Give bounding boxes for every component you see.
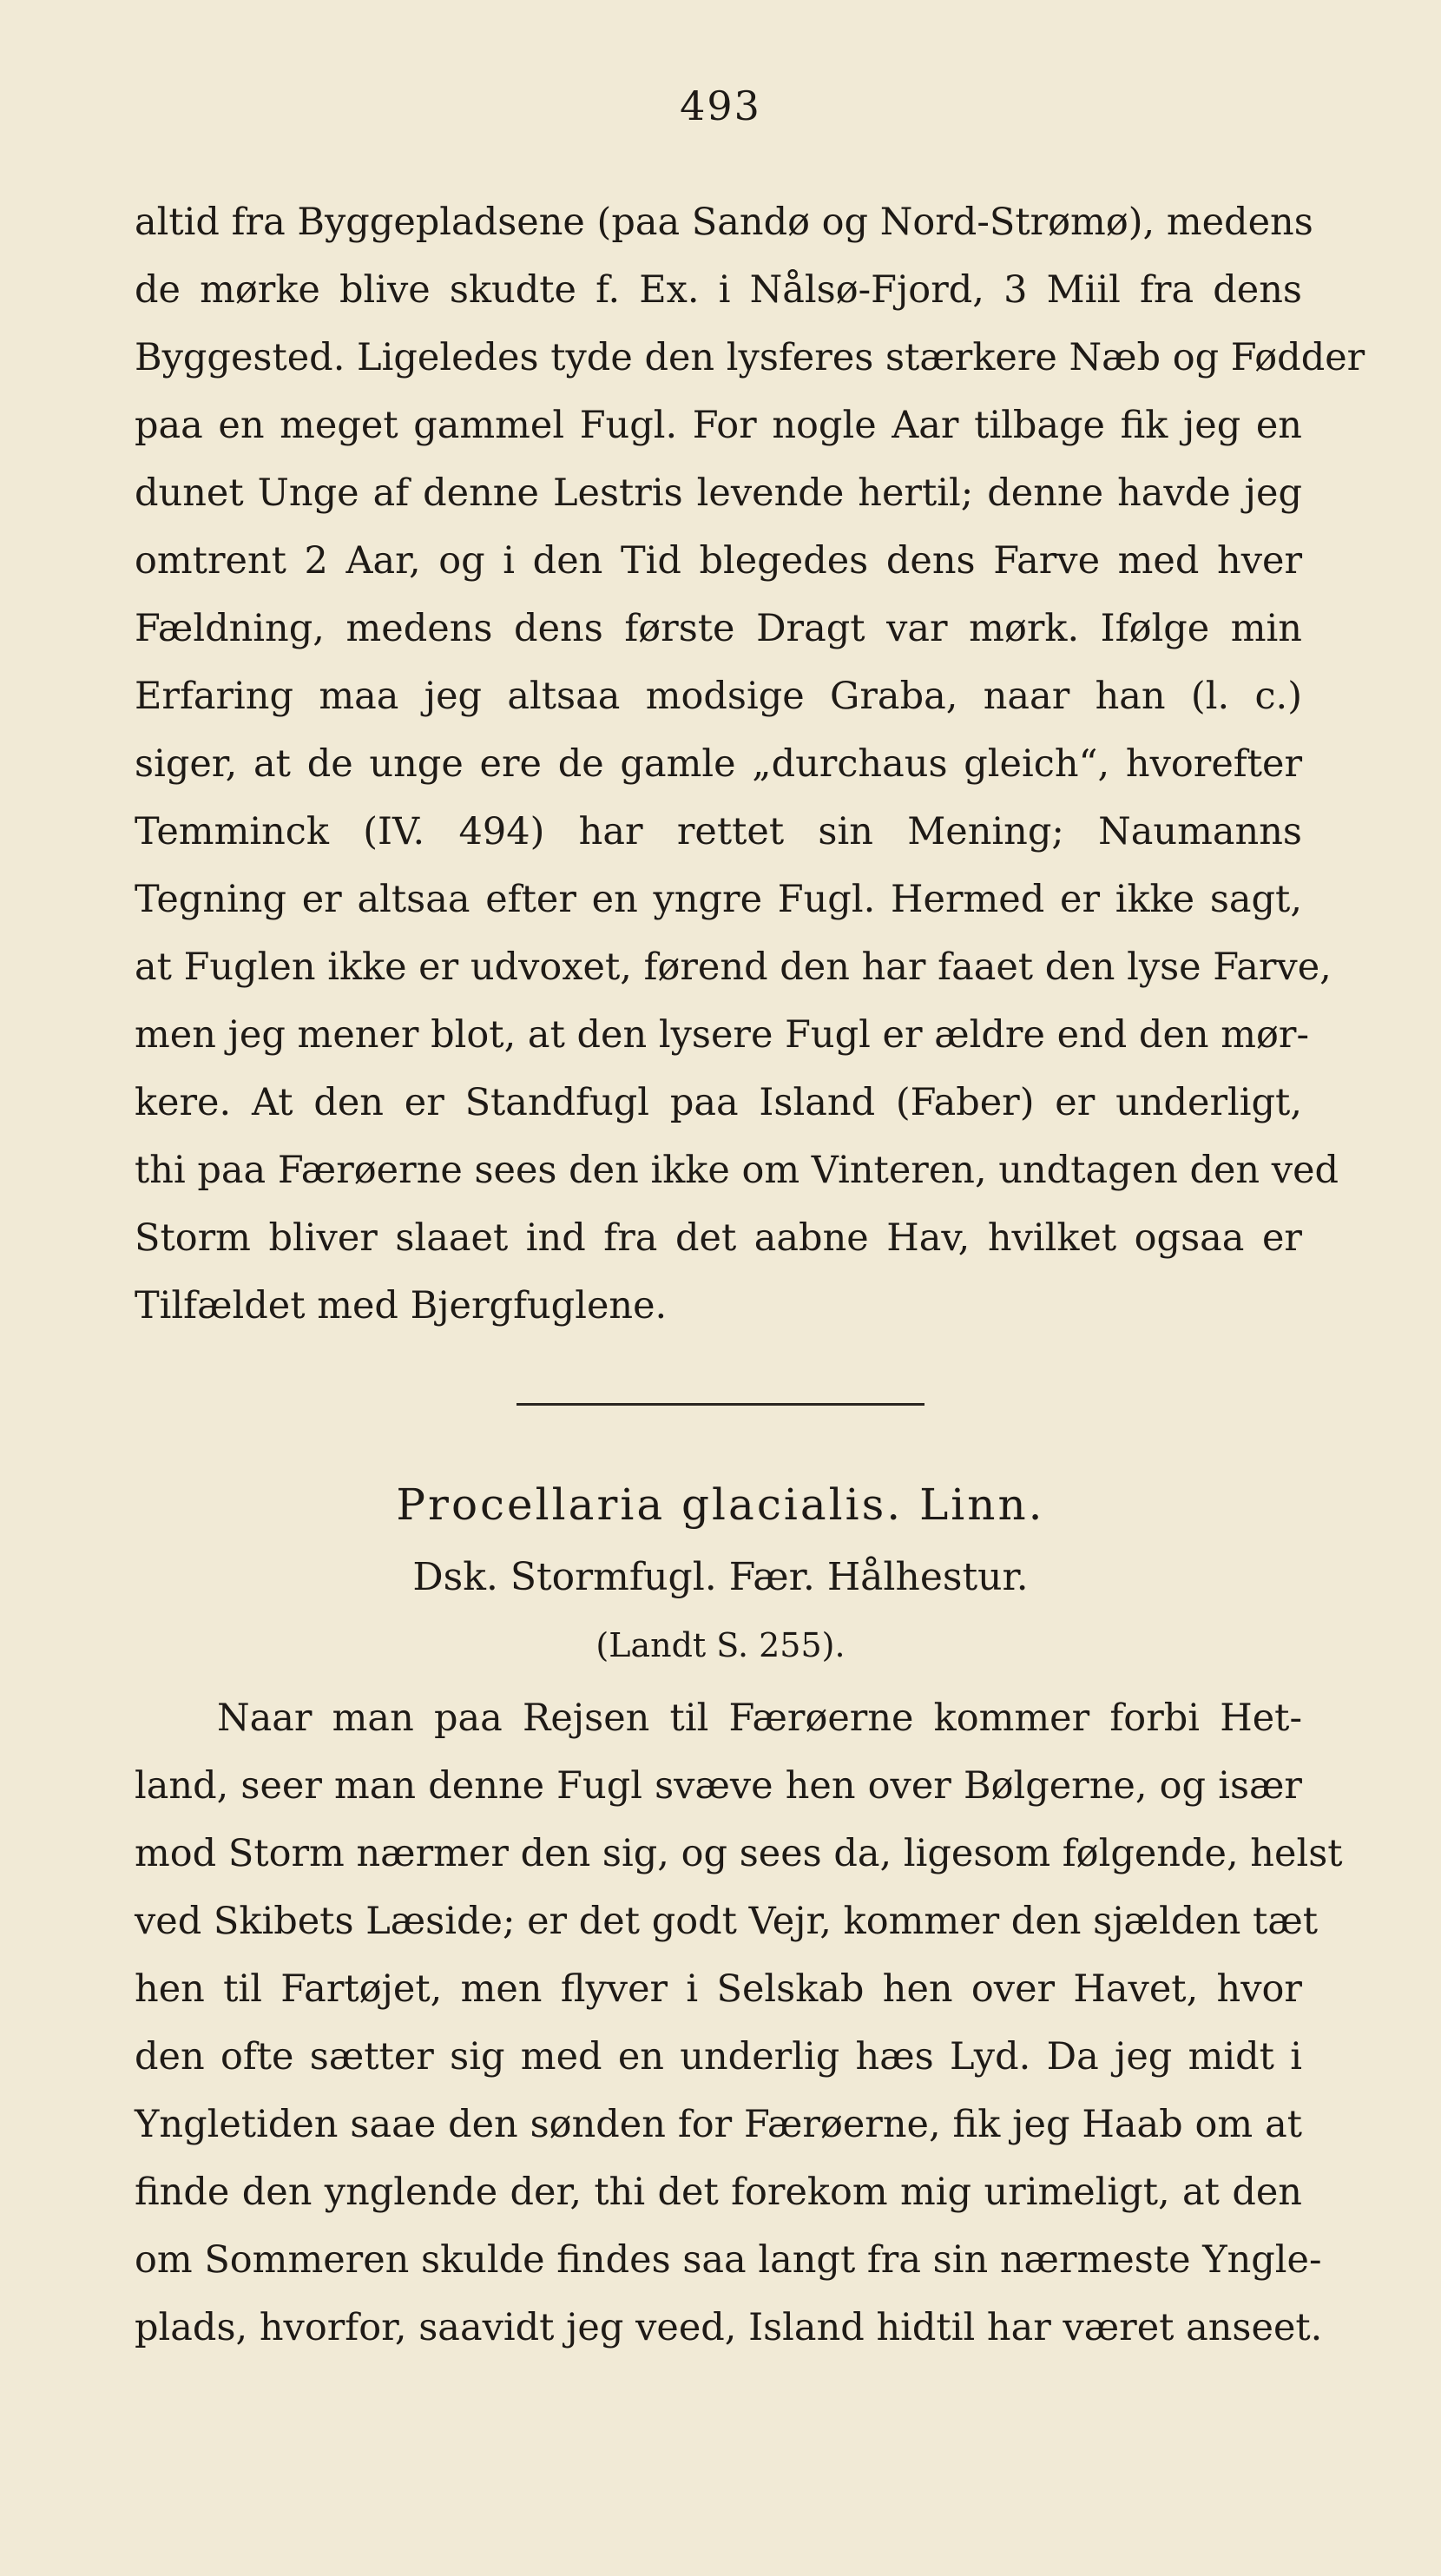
text-line: siger, at de unge ere de gamle „durchaus gleich“, hvorefter bbox=[135, 742, 1302, 786]
text-line: dunet Unge af denne Lestris levende hertil; denne havde jeg bbox=[135, 471, 1302, 515]
text-line: altid fra Byggepladsene (paa Sandø og Nord-Strømø), medens bbox=[135, 201, 1313, 244]
text-line: ved Skibets Læside; er det godt Vejr, kommer den sjælden tæt bbox=[135, 1900, 1319, 1943]
text-line: finde den ynglende der, thi det forekom mig urimeligt, at den bbox=[135, 2171, 1302, 2214]
text-line: de mørke blive skudte f. Ex. i Nålsø-Fjord, 3 Miil fra dens bbox=[135, 268, 1302, 312]
text-line: men jeg mener blot, at den lysere Fugl er ældre end den mør- bbox=[135, 1013, 1310, 1057]
text-line: Temminck (IV. 494) har rettet sin Mening; Naumanns bbox=[135, 810, 1302, 853]
text-line: Byggested. Ligeledes tyde den lysferes stærkere Næb og Fødder bbox=[135, 336, 1365, 379]
text-line: thi paa Færøerne sees den ikke om Vinteren, undtagen den ved bbox=[135, 1149, 1339, 1192]
text-line: plads, hvorfor, saavidt jeg veed, Island hidtil har været anseet. bbox=[135, 2306, 1323, 2349]
text-line: Tegning er altsaa efter en yngre Fugl. Hermed er ikke sagt, bbox=[135, 878, 1302, 921]
text-line: Fældning, medens dens første Dragt var mørk. Ifølge min bbox=[135, 607, 1302, 650]
species-reference: (Landt S. 255). bbox=[595, 1626, 846, 1664]
page-number: 493 bbox=[680, 82, 761, 129]
text-line: kere. At den er Standfugl paa Island (Faber) er underligt, bbox=[135, 1081, 1302, 1124]
text-line: omtrent 2 Aar, og i den Tid blegedes dens Farve med hver bbox=[135, 539, 1302, 583]
section-divider bbox=[517, 1403, 924, 1406]
text-line: Storm bliver slaaet ind fra det aabne Hav, hvilket ogsaa er bbox=[135, 1216, 1302, 1260]
text-line: den ofte sætter sig med en underlig hæs Lyd. Da jeg midt i bbox=[135, 2035, 1302, 2079]
text-line: Yngletiden saae den sønden for Færøerne, fik jeg Haab om at bbox=[135, 2103, 1302, 2146]
text-line: land, seer man denne Fugl svæve hen over Bølgerne, og især bbox=[135, 1764, 1302, 1808]
text-line: Naar man paa Rejsen til Færøerne kommer forbi Het- bbox=[217, 1696, 1302, 1740]
text-line: mod Storm nærmer den sig, og sees da, ligesom følgende, helst bbox=[135, 1832, 1343, 1875]
text-line: om Sommeren skulde findes saa langt fra sin nærmeste Yngle- bbox=[135, 2238, 1322, 2282]
text-line: paa en meget gammel Fugl. For nogle Aar tilbage fik jeg en bbox=[135, 404, 1302, 447]
species-heading: Procellaria glacialis. Linn. bbox=[396, 1479, 1045, 1530]
text-line: at Fuglen ikke er udvoxet, førend den har faaet den lyse Farve, bbox=[135, 945, 1332, 989]
text-line: Erfaring maa jeg altsaa modsige Graba, naar han (l. c.) bbox=[135, 675, 1302, 718]
species-common-names: Dsk. Stormfugl. Fær. Hålhestur. bbox=[412, 1555, 1029, 1599]
text-line: hen til Fartøjet, men flyver i Selskab hen over Havet, hvor bbox=[135, 1967, 1302, 2011]
text-line: Tilfældet med Bjergfuglene. bbox=[135, 1284, 668, 1328]
